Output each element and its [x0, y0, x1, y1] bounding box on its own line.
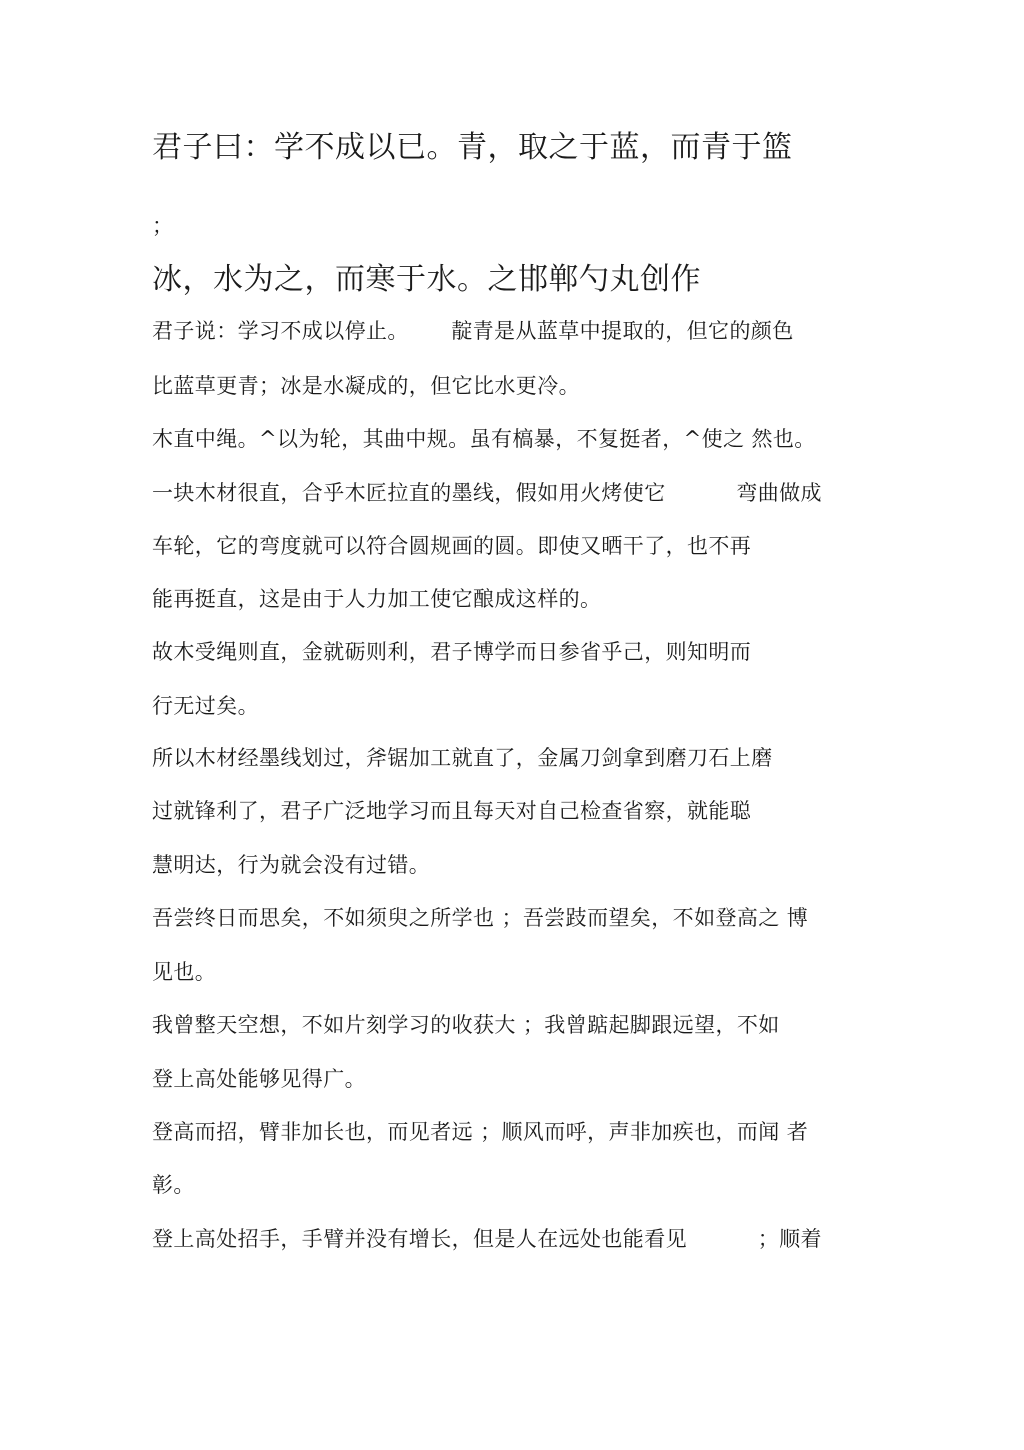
heading-semicolon: ；	[152, 214, 173, 238]
text-line: 车轮，它的弯度就可以符合圆规画的圆。即使又晒干了，也不再	[152, 534, 752, 558]
text-line: 登上高处招手，手臂并没有增长，但是人在远处也能看见 ；顺着	[152, 1227, 822, 1251]
text-line: 登高而招，臂非加长也，而见者远 ；顺风而呼，声非加疾也，而闻 者	[152, 1120, 809, 1144]
text-line: 行无过矣。	[152, 694, 259, 718]
text-line: 登上高处能够见得广。	[152, 1067, 366, 1091]
text-line: 见也。	[152, 960, 217, 984]
text-line: 过就锋利了，君子广泛地学习而且每天对自己检查省察，就能聪	[152, 799, 752, 823]
text-line: 彰。	[152, 1173, 195, 1197]
heading-line-2: 冰，水为之，而寒于水。之邯郸勺丸创作	[152, 262, 701, 297]
text-line: 木直中绳。^以为轮，其曲中规。虽有槁暴，不复挺者，^使之 然也。	[152, 427, 816, 451]
text-line: 我曾整天空想，不如片刻学习的收获大 ；我曾踮起脚跟远望，不如	[152, 1013, 780, 1037]
text-line: 故木受绳则直，金就砺则利，君子博学而日参省乎己，则知明而	[152, 640, 752, 664]
text-line: 吾尝终日而思矣，不如须臾之所学也 ；吾尝跂而望矣，不如登高之 博	[152, 906, 809, 930]
text-line: 慧明达，行为就会没有过错。	[152, 853, 431, 877]
text-line: 君子说：学习不成以停止。 靛青是从蓝草中提取的，但它的颜色	[152, 319, 794, 343]
text-line: 所以木材经墨线划过，斧锯加工就直了，金属刀剑拿到磨刀石上磨	[152, 746, 773, 770]
text-line: 一块木材很直，合乎木匠拉直的墨线，假如用火烤使它 弯曲做成	[152, 481, 822, 505]
text-line: 能再挺直，这是由于人力加工使它酿成这样的。	[152, 587, 602, 611]
text-line: 比蓝草更青；冰是水凝成的，但它比水更冷。	[152, 374, 580, 398]
heading-line-1: 君子曰：学不成以已。青，取之于蓝，而青于篮	[152, 130, 793, 165]
